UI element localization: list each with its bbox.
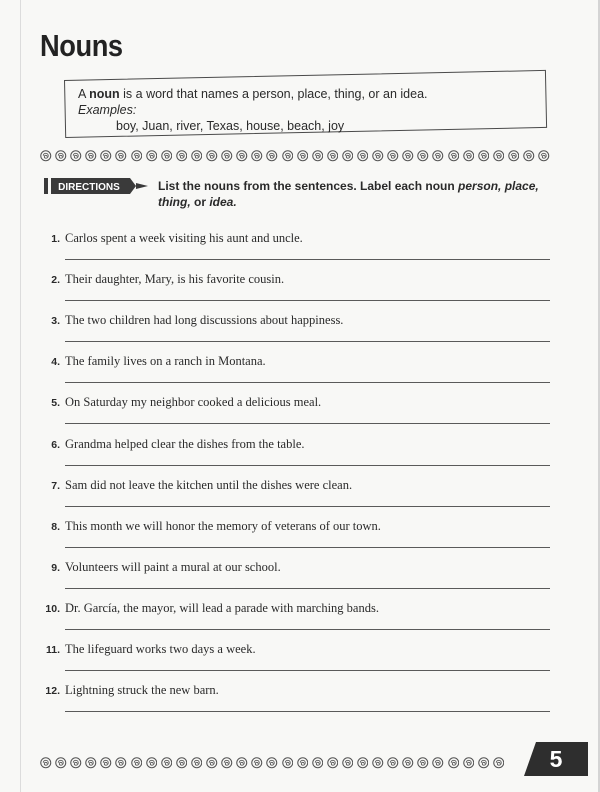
- question-sentence: Dr. García, the mayor, will lead a parade with marching bands.: [65, 600, 379, 615]
- spiral-ornament-icon: [448, 150, 460, 162]
- definition-before: A: [78, 87, 90, 101]
- spiral-ornament-icon: [402, 150, 414, 162]
- answer-line[interactable]: [65, 465, 550, 466]
- answer-line[interactable]: [65, 259, 550, 260]
- examples-list: boy, Juan, river, Texas, house, beach, joy: [116, 119, 345, 133]
- spiral-ornament-icon: [523, 150, 535, 162]
- definition-term: noun: [89, 87, 120, 101]
- definition-content: [78, 86, 428, 134]
- question-sentence: On Saturday my neighbor cooked a delicious meal.: [65, 395, 322, 410]
- spiral-ornament-icon: [282, 757, 294, 769]
- spiral-ornament-icon: [297, 150, 309, 162]
- question-number: 10.: [45, 602, 60, 615]
- spiral-ornament-icon: [266, 757, 278, 769]
- question-number: 1.: [51, 233, 60, 245]
- question-number: 7.: [51, 479, 60, 492]
- question-sentence: Grandma helped clear the dishes from the table.: [65, 436, 305, 451]
- question-number: 9.: [51, 561, 60, 574]
- spiral-ornament-icon: [417, 757, 429, 769]
- spiral-ornament-icon: [206, 150, 218, 162]
- spiral-ornament-icon: [115, 757, 127, 769]
- answer-line[interactable]: [65, 588, 550, 589]
- spiral-ornament-icon: [417, 150, 429, 162]
- spiral-ornament-icon: [85, 757, 97, 769]
- spiral-ornament-icon: [493, 150, 505, 162]
- question-number: 2.: [51, 274, 60, 287]
- question-sentence: Carlos spent a week visiting his aunt and uncle.: [65, 231, 303, 245]
- spiral-ornament-icon: [432, 757, 444, 769]
- question-sentence: Their daughter, Mary, is his favorite cousin.: [65, 272, 285, 287]
- spiral-ornament-icon: [176, 757, 188, 769]
- answer-line[interactable]: [65, 341, 550, 342]
- page-title: Nouns: [40, 28, 123, 63]
- spiral-ornament-icon: [70, 150, 82, 162]
- answer-line[interactable]: [65, 711, 550, 712]
- spiral-ornament-icon: [221, 150, 233, 162]
- spiral-ornament-icon: [251, 150, 263, 162]
- question-sentence: The family lives on a ranch in Montana.: [65, 354, 266, 369]
- spiral-ornament-icon: [478, 150, 490, 162]
- question-number: 3.: [51, 315, 60, 328]
- spiral-border-bottom: [40, 757, 504, 769]
- spiral-ornament-icon: [463, 757, 475, 769]
- spiral-ornament-icon: [191, 150, 203, 162]
- page-left-edge: [20, 0, 21, 792]
- spiral-ornament-icon: [372, 757, 384, 769]
- directions-text-main: List the nouns from the sentences. Label each noun: [158, 179, 459, 193]
- spiral-ornament-icon: [538, 150, 550, 162]
- spiral-ornament-icon: [342, 757, 354, 769]
- answer-line[interactable]: [65, 382, 550, 383]
- spiral-ornament-icon: [115, 150, 127, 162]
- spiral-ornament-icon: [463, 150, 475, 162]
- spiral-ornament-icon: [342, 150, 354, 162]
- answer-line[interactable]: [65, 300, 550, 301]
- page-number: 5: [549, 746, 563, 772]
- spiral-ornament-icon: [448, 757, 460, 769]
- spiral-ornament-icon: [432, 150, 444, 162]
- directions-text-mid: or: [190, 195, 210, 209]
- question-sentence: This month we will honor the memory of veterans of our town.: [65, 518, 381, 533]
- spiral-ornament-icon: [508, 150, 520, 162]
- spiral-ornament-icon: [161, 150, 173, 162]
- answer-line[interactable]: [65, 506, 550, 507]
- spiral-ornament-icon: [131, 150, 143, 162]
- spiral-ornament-icon: [55, 757, 67, 769]
- question-number: 4.: [51, 356, 60, 369]
- question-sentence: Sam did not leave the kitchen until the dishes were clean.: [65, 477, 353, 492]
- spiral-ornament-icon: [191, 757, 203, 769]
- spiral-ornament-icon: [327, 757, 339, 769]
- spiral-ornament-icon: [372, 150, 384, 162]
- spiral-ornament-icon: [131, 757, 143, 769]
- spiral-ornament-icon: [146, 757, 158, 769]
- question-number: 8.: [51, 520, 60, 533]
- question-number: 6.: [51, 438, 60, 451]
- definition-sentence: [78, 86, 428, 102]
- spiral-ornament-icon: [161, 757, 173, 769]
- answer-line[interactable]: [65, 670, 550, 671]
- spiral-ornament-icon: [40, 757, 52, 769]
- question-number: 5.: [51, 397, 60, 410]
- spiral-ornament-icon: [221, 757, 233, 769]
- spiral-ornament-icon: [387, 757, 399, 769]
- spiral-ornament-icon: [478, 757, 490, 769]
- directions-text-end: idea.: [209, 195, 237, 209]
- spiral-ornament-icon: [282, 150, 294, 162]
- directions-badge-label: DIRECTIONS: [58, 182, 120, 193]
- spiral-ornament-icon: [100, 757, 112, 769]
- question-number: 11.: [45, 644, 60, 656]
- directions-badge: [44, 176, 149, 196]
- spiral-ornament-icon: [297, 757, 309, 769]
- spiral-ornament-icon: [251, 757, 263, 769]
- directions-text-italic: person, place, thing,: [158, 179, 539, 209]
- spiral-border-top: [40, 150, 550, 162]
- spiral-ornament-icon: [357, 757, 369, 769]
- answer-line[interactable]: [65, 423, 550, 424]
- spiral-ornament-icon: [357, 150, 369, 162]
- spiral-ornament-icon: [206, 757, 218, 769]
- question-number: 12.: [45, 685, 60, 698]
- spiral-ornament-icon: [493, 757, 505, 769]
- spiral-ornament-icon: [402, 757, 414, 769]
- spiral-ornament-icon: [176, 150, 188, 162]
- examples-label: Examples:: [78, 103, 137, 117]
- directions-text: [158, 178, 558, 210]
- question-sentence: Volunteers will paint a mural at our school.: [65, 559, 281, 574]
- spiral-ornament-icon: [85, 150, 97, 162]
- spiral-ornament-icon: [40, 150, 52, 162]
- definition-after: is a word that names a person, place, thing, or an idea.: [119, 87, 428, 101]
- spiral-ornament-icon: [312, 757, 324, 769]
- spiral-ornament-icon: [236, 150, 248, 162]
- spiral-ornament-icon: [100, 150, 112, 162]
- spiral-ornament-icon: [387, 150, 399, 162]
- question-sentence: The two children had long discussions about happiness.: [65, 313, 344, 328]
- spiral-ornament-icon: [312, 150, 324, 162]
- answer-line[interactable]: [65, 547, 550, 548]
- spiral-ornament-icon: [55, 150, 67, 162]
- question-sentence: The lifeguard works two days a week.: [65, 642, 256, 656]
- spiral-ornament-icon: [266, 150, 278, 162]
- spiral-ornament-icon: [236, 757, 248, 769]
- spiral-ornament-icon: [327, 150, 339, 162]
- question-sentence: Lightning struck the new barn.: [65, 683, 219, 698]
- answer-line[interactable]: [65, 629, 550, 630]
- spiral-ornament-icon: [146, 150, 158, 162]
- spiral-ornament-icon: [70, 757, 82, 769]
